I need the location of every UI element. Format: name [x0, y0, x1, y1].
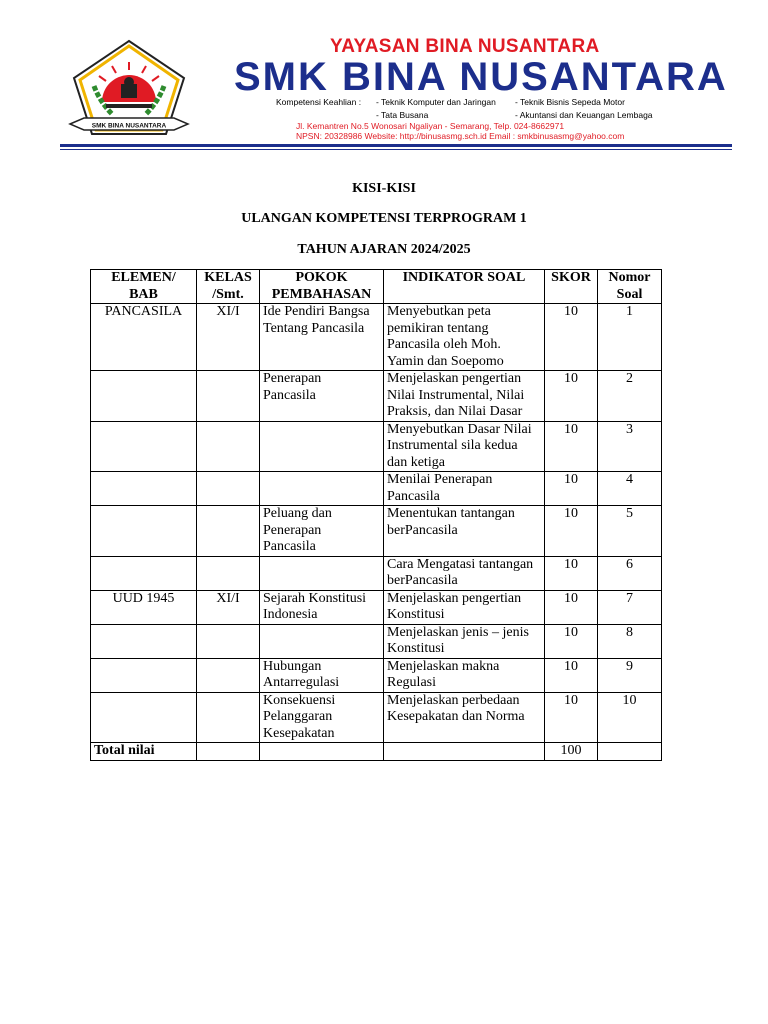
cell-indikator: Menilai Penerapan Pancasila — [384, 472, 545, 506]
table-row — [91, 304, 662, 371]
cell-indikator: Menjelaskan perbedaan Kesepakatan dan Norma — [384, 692, 545, 743]
cell-kelas — [197, 472, 260, 506]
cell-indikator: Menyebutkan Dasar Nilai Instrumental sila kedua dan ketiga — [384, 421, 545, 472]
cell-elemen — [91, 472, 197, 506]
cell-pokok: Sejarah Konstitusi Indonesia — [260, 590, 384, 624]
academic-year: TAHUN AJARAN 2024/2025 — [297, 242, 471, 257]
cell-skor: 10 — [545, 304, 598, 371]
competency-item: - Akuntansi dan Keuangan Lembaga — [515, 110, 653, 120]
cell-skor: 10 — [545, 421, 598, 472]
school-contact: NPSN: 20328986 Website: http://binusasmg.sch.id Email : smkbinusasmg@yahoo.com — [296, 131, 625, 141]
cell-pokok — [260, 624, 384, 658]
cell-skor: 10 — [545, 624, 598, 658]
cell-kelas — [197, 371, 260, 422]
table-row — [91, 371, 662, 422]
cell-skor: 10 — [545, 692, 598, 743]
header-skor: SKOR — [545, 270, 598, 304]
cell-nomor: 1 — [598, 304, 662, 371]
competency-item: - Tata Busana — [376, 110, 429, 120]
cell-kelas — [197, 556, 260, 590]
letterhead-divider — [60, 144, 732, 147]
cell-kelas: XI/I — [197, 304, 260, 371]
cell-nomor: 5 — [598, 506, 662, 557]
cell-pokok: Peluang dan Penerapan Pancasila — [260, 506, 384, 557]
cell-elemen — [91, 421, 197, 472]
cell-indikator: Menyebutkan peta pemikiran tentang Pancasila oleh Moh. Yamin dan Soepomo — [384, 304, 545, 371]
cell-nomor: 7 — [598, 590, 662, 624]
table-cell — [598, 743, 662, 761]
cell-kelas: XI/I — [197, 590, 260, 624]
cell-skor: 10 — [545, 371, 598, 422]
table-row — [91, 421, 662, 472]
cell-indikator: Menentukan tantangan berPancasila — [384, 506, 545, 557]
cell-indikator: Menjelaskan makna Regulasi — [384, 658, 545, 692]
letterhead-divider-thin — [60, 149, 732, 150]
cell-kelas — [197, 658, 260, 692]
header-nomor: Nomor Soal — [598, 270, 662, 304]
table-cell — [384, 743, 545, 761]
cell-pokok: Konsekuensi Pelanggaran Kesepakatan — [260, 692, 384, 743]
cell-nomor: 10 — [598, 692, 662, 743]
header-pokok: POKOK PEMBAHASAN — [260, 270, 384, 304]
table-row — [91, 506, 662, 557]
document-title: KISI-KISI — [352, 181, 416, 196]
cell-skor: 10 — [545, 590, 598, 624]
cell-nomor: 9 — [598, 658, 662, 692]
table-row — [91, 624, 662, 658]
total-label: Total nilai — [91, 743, 197, 761]
total-skor: 100 — [545, 743, 598, 761]
school-logo — [66, 38, 192, 144]
header-kelas: KELAS /Smt. — [197, 270, 260, 304]
cell-elemen — [91, 692, 197, 743]
school-address: Jl. Kemantren No.5 Wonosari Ngaliyan - Semarang, Telp. 024-8662971 — [296, 121, 565, 131]
cell-skor: 10 — [545, 658, 598, 692]
cell-skor: 10 — [545, 472, 598, 506]
cell-pokok — [260, 421, 384, 472]
table-row — [91, 472, 662, 506]
cell-nomor: 3 — [598, 421, 662, 472]
cell-elemen: PANCASILA — [91, 304, 197, 371]
cell-pokok — [260, 556, 384, 590]
cell-elemen — [91, 624, 197, 658]
cell-indikator: Menjelaskan pengertian Konstitusi — [384, 590, 545, 624]
table-header-row — [91, 270, 662, 304]
cell-elemen: UUD 1945 — [91, 590, 197, 624]
competency-label: Kompetensi Keahlian : — [276, 97, 362, 107]
cell-elemen — [91, 371, 197, 422]
cell-kelas — [197, 624, 260, 658]
document-subtitle: ULANGAN KOMPETENSI TERPROGRAM 1 — [241, 211, 527, 226]
cell-pokok: Ide Pendiri Bangsa Tentang Pancasila — [260, 304, 384, 371]
cell-nomor: 8 — [598, 624, 662, 658]
table-row — [91, 658, 662, 692]
school-name: SMK BINA NUSANTARA — [234, 55, 728, 99]
cell-pokok: Hubungan Antarregulasi — [260, 658, 384, 692]
cell-nomor: 6 — [598, 556, 662, 590]
table-row — [91, 590, 662, 624]
cell-indikator: Cara Mengatasi tantangan berPancasila — [384, 556, 545, 590]
cell-nomor: 4 — [598, 472, 662, 506]
competency-item: - Teknik Komputer dan Jaringan — [376, 97, 496, 107]
header-elemen: ELEMEN/ BAB — [91, 270, 197, 304]
cell-elemen — [91, 556, 197, 590]
competency-item: - Teknik Bisnis Sepeda Motor — [515, 97, 625, 107]
table-row — [91, 692, 662, 743]
total-row — [91, 743, 662, 761]
cell-skor: 10 — [545, 506, 598, 557]
foundation-name: YAYASAN BINA NUSANTARA — [330, 36, 600, 57]
cell-indikator: Menjelaskan jenis – jenis Konstitusi — [384, 624, 545, 658]
table-cell — [197, 743, 260, 761]
logo-ribbon-text: SMK BINA NUSANTARA — [91, 122, 167, 130]
cell-pokok: Penerapan Pancasila — [260, 371, 384, 422]
table-cell — [260, 743, 384, 761]
cell-kelas — [197, 421, 260, 472]
kisi-kisi-table — [90, 269, 662, 761]
cell-nomor: 2 — [598, 371, 662, 422]
cell-skor: 10 — [545, 556, 598, 590]
cell-elemen — [91, 658, 197, 692]
cell-indikator: Menjelaskan pengertian Nilai Instrumental, Nilai Praksis, dan Nilai Dasar — [384, 371, 545, 422]
header-indikator: INDIKATOR SOAL — [384, 270, 545, 304]
cell-elemen — [91, 506, 197, 557]
cell-kelas — [197, 506, 260, 557]
cell-kelas — [197, 692, 260, 743]
table-row — [91, 556, 662, 590]
cell-pokok — [260, 472, 384, 506]
